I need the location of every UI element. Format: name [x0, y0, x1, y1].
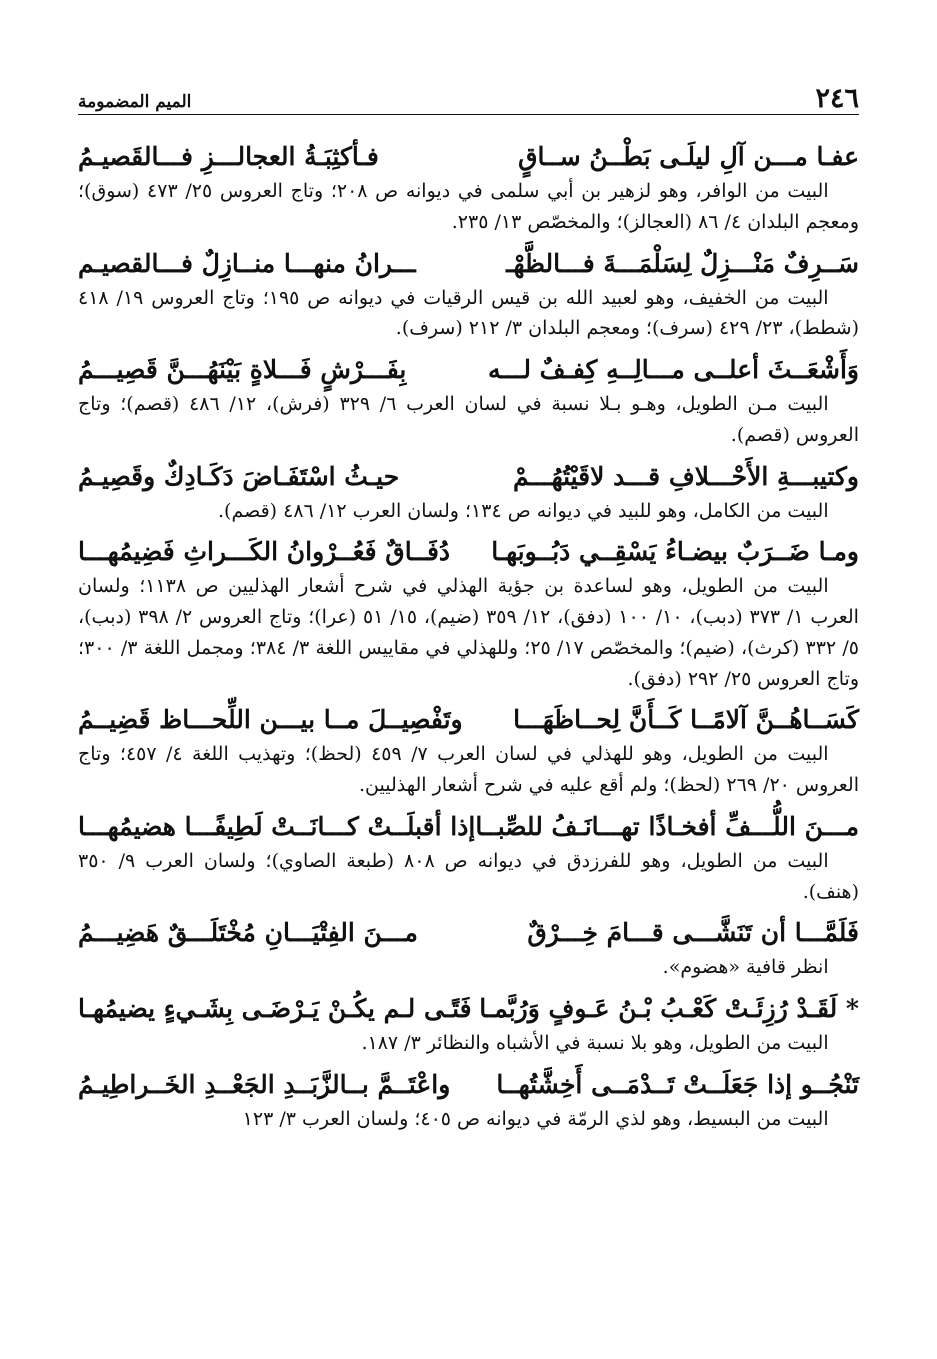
verse-citation-note: البيت من الوافر، وهو لزهير بن أبي سلمى في ديوانه ص ٢٠٨؛ وتاج العروس ٢٥/ ٤٧٣ (سوق)؛ ومعجم البلدان ٤/ ٨٦ (العجالز)؛ والمخصّص ١٣/ ٢٣٥.: [78, 180, 859, 233]
verse-second-hemistich: فـأكثِبَـةُ العجالـــزِ فـــالقَصيـمُ: [78, 142, 379, 171]
verse-citation-note: البيت من الكامل، وهو للبيد في ديوانه ص ١٣٤؛ ولسان العرب ١٢/ ٤٨٦ (قصم).: [218, 499, 829, 522]
verse-citation-note: البيت من الخفيف، وهو لعبيد الله بن قيس الرقيات في ديوانه ص ١٩٥؛ وتاج العروس ١٩/ ٤١٨ (شطط)، ٢٣/ ٤٢٩ (سرف)؛ ومعجم البلدان ٣/ ٢١٢ (سرف).: [78, 286, 859, 340]
verse-second-hemistich: فَتًـى لـم يكُـنْ يَـرْضَـى بِشَـيءٍ يضيمُهـا: [78, 994, 472, 1024]
verse-line: [78, 702, 859, 737]
verse-line: [78, 534, 859, 569]
verse-first-hemistich: فَلَمَّـــا أن تَنَشَّـــى قـــامَ خِـــرْقٌ: [527, 918, 859, 948]
verse-entry: [78, 352, 859, 451]
verse-entry: [78, 991, 859, 1059]
verse-line: [78, 459, 859, 494]
verse-entry: [78, 246, 859, 345]
verse-second-hemistich: وتَفْصِيــلَ مــا بيـــن اللِّحـــاظ قَضِيــمُ: [78, 705, 463, 735]
verse-first-hemistich: * لَقَـدْ رُزِئَـتْ كَعْـبُ بْـنُ عَـوفٍ وَرُبَّمـا: [479, 994, 859, 1024]
verse-entry: [78, 702, 859, 801]
verse-line: [78, 915, 859, 950]
verse-line: [78, 352, 859, 387]
verse-entry: [78, 1067, 859, 1135]
verse-entry: [78, 139, 859, 238]
verse-first-hemistich: مـــنَ اللُّـــفِّ أفخـاذًا تهـــانَـفُ للصِّبــا: [475, 811, 859, 841]
verse-citation-note: البيت مـن الطويل، وهـو بـلا نسبة في لسان العرب ٦/ ٣٢٩ (فرش)، ١٢/ ٤٨٦ (قصم)؛ وتاج العروس (قصم).: [78, 393, 859, 446]
verse-second-hemistich: إذا أقبلَــتْ كـــانَــتْ لَطِيفًـــا هضيمُهـــا: [78, 811, 476, 841]
verse-first-hemistich: ومـا ضَــرَبٌ بيضـاءُ يَسْقِــي دَبُــوبَهـا: [491, 537, 859, 567]
verse-entry: [78, 915, 859, 983]
verse-second-hemistich: بِفَـــرْشٍ فَـــلاةٍ بَيْنَهُـــنَّ قَصِيـــمُ: [78, 355, 407, 385]
verse-first-hemistich: سَــرِفٌ مَنْـــزِلٌ لِسَلْمَـــةَ فـــالظَّهْـ: [506, 248, 859, 278]
verse-second-hemistich: حيـثُ اسْتَفَـاضَ دَكَـادِكٌ وقَصِيـمُ: [78, 461, 400, 491]
verse-citation-note: البيت من الطويل، وهو للفرزدق في ديوانه ص ٨٠٨ (طبعة الصاوي)؛ ولسان العرب ٩/ ٣٥٠ (هنف).: [78, 849, 859, 903]
running-title: الميم المضمومة: [78, 92, 192, 112]
verse-line: [78, 139, 859, 174]
verse-citation-note: البيت من الطويل، وهو بلا نسبة في الأشباه والنظائر ٣/ ١٨٧.: [361, 1032, 829, 1055]
verse-first-hemistich: عفـا مـــن آلِ ليلَـى بَطْــنُ ســاقٍ: [518, 142, 859, 171]
verse-citation-note: البيت من الطويل، وهو لساعدة بن جؤية الهذلي في شرح أشعار الهذليين ص ١١٣٨؛ ولسان العرب ١/ ٣٧٣ (دبب)، ١٠/ ١٠٠ (دفق)، ١٢/ ٣٥٩ (ضيم)، ١٥/ ٥١ (عرا)؛ وتاج العروس ٢/ ٣٩٨ (دبب)، ٥/ ٣٣٢ (كرث)، (ضيم)؛ والمخصّص ١٧/ ٢٥؛ وللهذلي في مقاييس اللغة ٣/ ٣٨٤؛ ومجمل اللغة ٣/ ٣٠٠؛ وتاج العروس ٢٥/ ٢٩٢ (دفق).: [78, 575, 859, 690]
page-header: [78, 82, 859, 115]
verse-second-hemistich: ـــرانُ منهـــا منــازِلٌ فـــالقصيـم: [78, 248, 416, 278]
verse-line: [78, 1067, 859, 1102]
verse-citation-note: البيت من البسيط، وهو لذي الرمّة في ديوانه ص ٤٠٥؛ ولسان العرب ٣/ ١٢٣: [242, 1108, 829, 1131]
verse-first-hemistich: وَأَشْعَــثَ أعلــى مـــالِــهِ كِفـفٌ لـــه: [487, 355, 859, 385]
verse-second-hemistich: دُفَــاقٌ فَعُــرْوانُ الكَـــراثِ فَضِيمُهـــا: [78, 537, 451, 567]
verse-first-hemistich: تَنْجُــو إذا جَعَلَــتْ تَــدْمَــى أَخِشَّتُهــا: [496, 1070, 859, 1100]
verse-entries: [78, 139, 859, 1135]
verse-line: [78, 246, 859, 281]
verse-entry: [78, 459, 859, 527]
verse-first-hemistich: وكتيبـــةِ الأَحْـــلافِ قـــد لاقَيْتُهُـــمْ: [512, 461, 859, 491]
verse-line: [78, 809, 859, 844]
page-number: ٢٤٦: [815, 83, 859, 114]
verse-citation-note: البيت من الطويل، وهو للهذلي في لسان العرب ٧/ ٤٥٩ (لحظ)؛ وتهذيب اللغة ٤/ ٤٥٧؛ وتاج العروس ٢٠/ ٢٦٩ (لحظ)؛ ولم أقع عليه في شرح أشعار الهذليين.: [78, 743, 859, 797]
verse-second-hemistich: واعْتَــمَّ بــالزَّبَــدِ الجَعْــدِ الخَــراطِيـمُ: [78, 1070, 451, 1100]
verse-second-hemistich: مـــنَ الفِتْيَـــانِ مُخْتَلَـــقٌ هَضِيـــمُ: [78, 918, 418, 948]
verse-line: [78, 991, 859, 1026]
verse-citation-note: انظر قافية «هضوم».: [662, 956, 829, 979]
verse-first-hemistich: كَسَــاهُــنَّ آلامًــا كَــأَنَّ لِحــاظَهَـــا: [513, 705, 859, 735]
verse-entry: [78, 534, 859, 694]
verse-entry: [78, 809, 859, 908]
